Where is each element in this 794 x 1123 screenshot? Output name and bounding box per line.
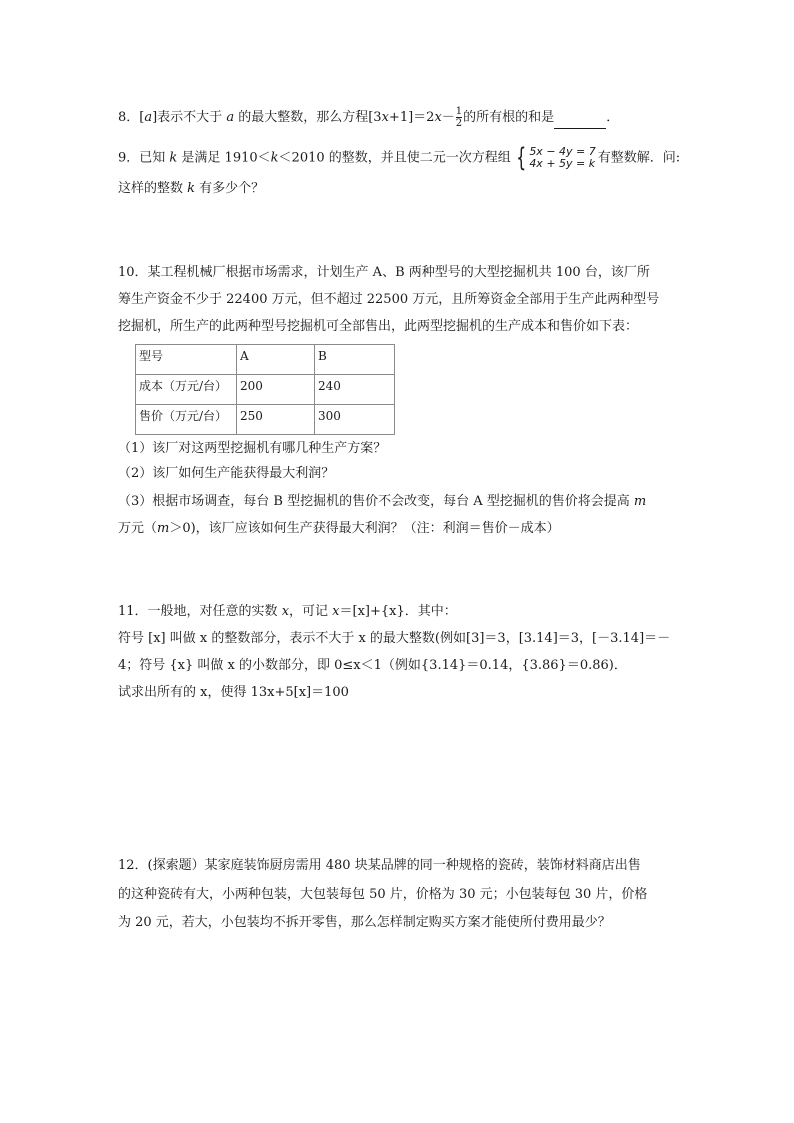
- table-cell: 240: [315, 375, 395, 405]
- table-row: [136, 405, 395, 435]
- question-10-line-2: 筹生产资金不少于 22400 万元，但不超过 22500 万元，且所筹资金全部用于生产此两种型号: [118, 292, 660, 307]
- question-10-sub-2: （2）该厂如何生产能获得最大利润？: [118, 466, 335, 481]
- table-row: [136, 375, 395, 405]
- question-9-line-2: 这样的整数 k 有多少个？: [118, 181, 265, 196]
- table-cell: 300: [315, 405, 395, 435]
- table-cell: 200: [237, 375, 315, 405]
- spec-table: [135, 344, 395, 435]
- question-11-line-1: 11．一般地，对任意的实数 x，可记 x＝[x]+{x}．其中：: [118, 604, 457, 619]
- question-12-line-1: 12．(探索题）某家庭装饰厨房需用 480 块某品牌的同一种规格的瓷砖，装饰材料商店出售: [118, 858, 641, 873]
- answer-blank: [554, 116, 606, 129]
- question-8: 8．[a]表示不大于 a 的最大整数，那么方程[3x+1]＝2x－ $\frac{1}{2}$ 的所有根的和是 ．: [118, 106, 620, 129]
- question-10-sub-3-line-1: （3）根据市场调查，每台 B 型挖掘机的售价不会改变，每台 A 型挖掘机的售价将会提高 m: [118, 494, 647, 509]
- equation-2: 4x + 5y = k: [529, 157, 596, 170]
- question-10-sub-3-line-2: 万元（m＞0)，该厂应该如何生产获得最大利润？（注：利润＝售价－成本）: [118, 521, 560, 536]
- table-cell: B: [315, 345, 395, 375]
- table-cell: 成本（万元/台）: [136, 375, 237, 405]
- question-11-line-4: 试求出所有的 x，使得 13x+5[x]＝100: [118, 685, 349, 700]
- question-12-line-2: 的这种瓷砖有大，小两种包装，大包装每包 50 片，价格为 30 元；小包装每包 30 片，价格: [118, 887, 648, 902]
- question-10-sub-1: （1）该厂对这两型挖掘机有哪几种生产方案？: [118, 441, 387, 456]
- table-cell: 售价（万元/台）: [136, 405, 237, 435]
- question-10-line-3: 挖掘机，所生产的此两种型号挖掘机可全部售出，此两型挖掘机的生产成本和售价如下表：: [118, 319, 639, 334]
- equation-system: { 5x − 4y = 7 4x + 5y = k: [516, 143, 596, 173]
- fraction-one-half: $\frac{1}{2}$: [455, 106, 463, 129]
- question-9-line-1: 9．已知 k 是满足 1910＜k＜2010 的整数，并且使二元一次方程组 { 5x − 4y = 7 4x + 5y = k 有整数解．问:: [118, 143, 681, 173]
- question-10-line-1: 10．某工程机械厂根据市场需求，计划生产 A、B 两种型号的大型挖掘机共 100 台，该厂所: [118, 265, 650, 280]
- table-cell: 250: [237, 405, 315, 435]
- table-cell: 型号: [136, 345, 237, 375]
- question-11-line-3: 4；符号 {x} 叫做 x 的小数部分，即 0≤x＜1（例如{3.14}＝0.14，{3.86}＝0.86)．: [118, 658, 627, 673]
- equation-1: 5x − 4y = 7: [529, 145, 596, 158]
- table-row: [136, 345, 395, 375]
- table-cell: A: [237, 345, 315, 375]
- question-12-line-3: 为 20 元，若大，小包装均不拆开零售，那么怎样制定购买方案才能使所付费用最少？: [118, 915, 611, 930]
- question-11-line-2: 符号 [x] 叫做 x 的整数部分，表示不大于 x 的最大整数(例如[3]＝3，[3.14]＝3，[－3.14]＝－: [118, 631, 671, 646]
